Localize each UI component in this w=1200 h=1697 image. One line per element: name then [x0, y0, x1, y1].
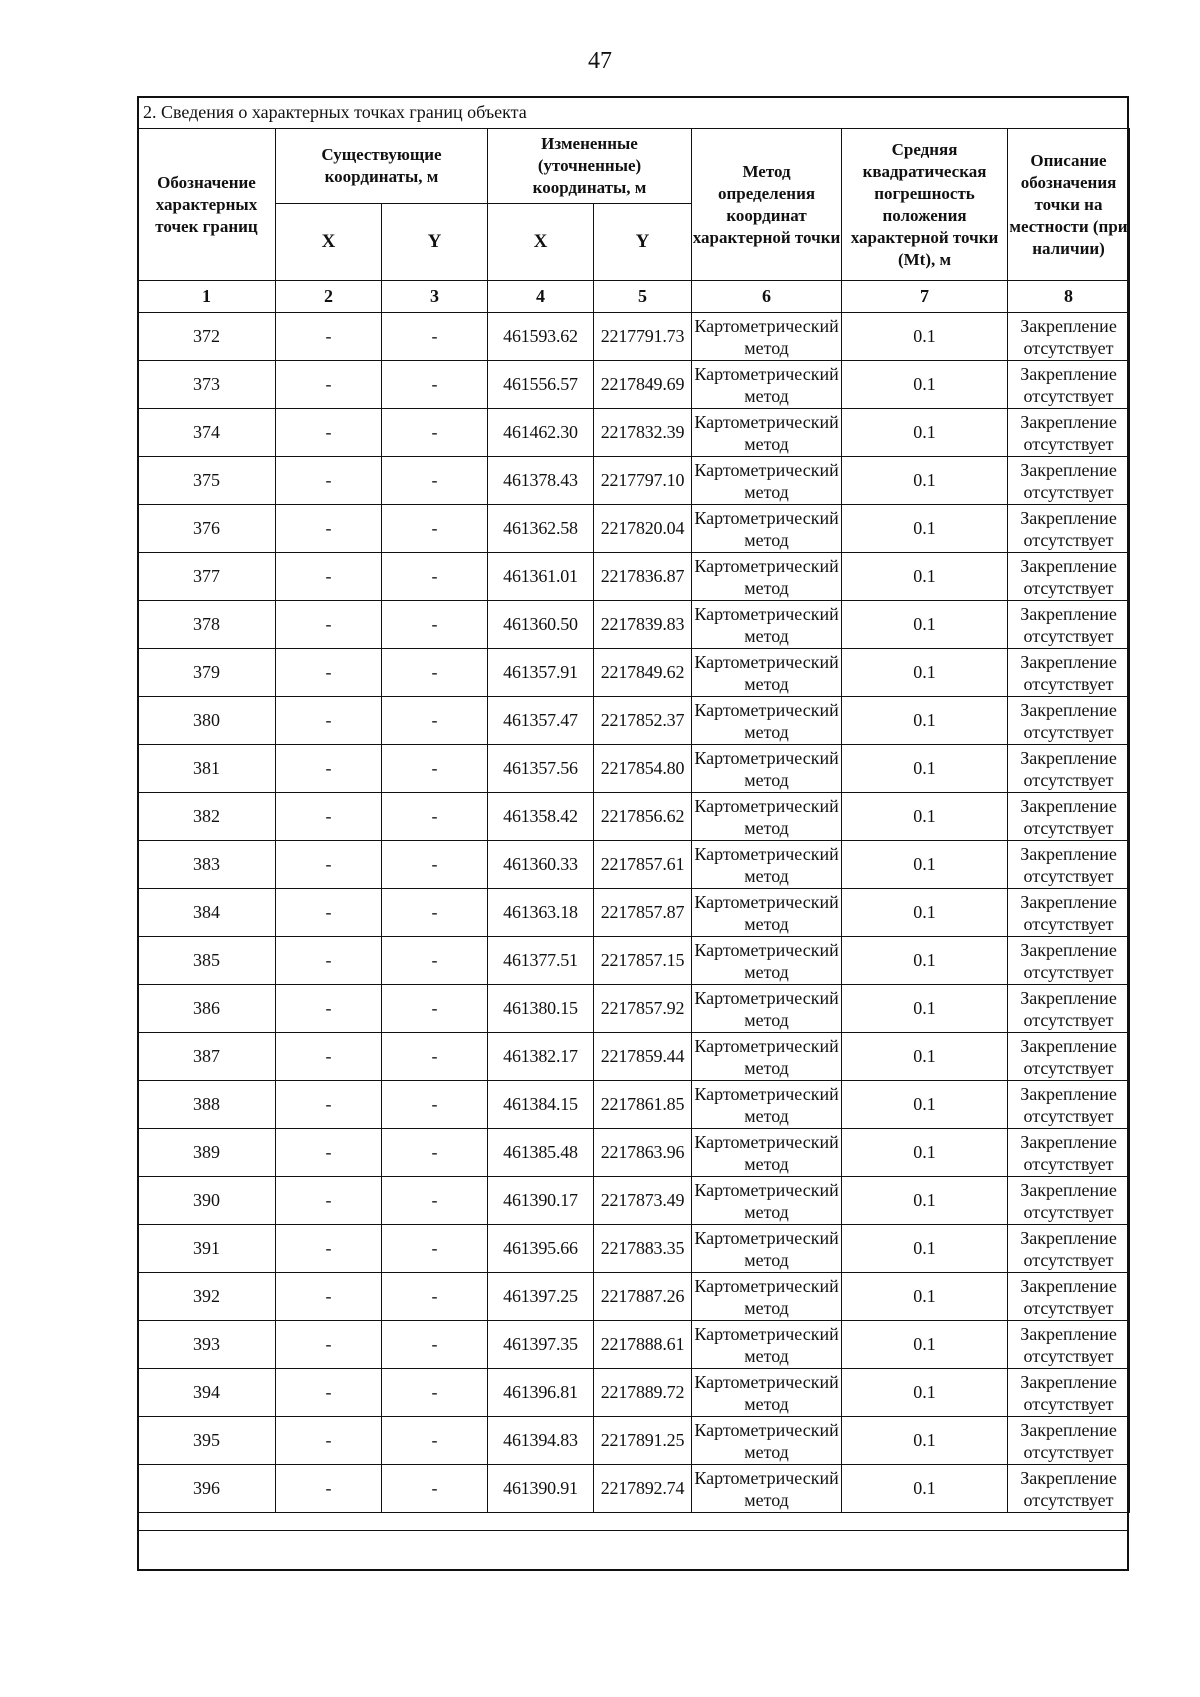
boundary-points-table [137, 128, 1130, 1513]
description-cell: Закрепление отсутствует [1008, 697, 1130, 745]
mean-error-cell: 0.1 [842, 1465, 1008, 1513]
changed-x-cell: 461384.15 [488, 1081, 594, 1129]
changed-y-cell: 2217873.49 [594, 1177, 692, 1225]
point-cell: 393 [138, 1321, 276, 1369]
mean-error-cell: 0.1 [842, 1273, 1008, 1321]
table-row [138, 553, 1130, 601]
method-cell: Картометрический метод [692, 505, 842, 553]
existing-x-cell: - [276, 601, 382, 649]
existing-x-cell: - [276, 1273, 382, 1321]
method-cell: Картометрический метод [692, 1273, 842, 1321]
column-number: 6 [692, 281, 842, 313]
method-cell: Картометрический метод [692, 649, 842, 697]
method-cell: Картометрический метод [692, 1369, 842, 1417]
changed-x-cell: 461380.15 [488, 985, 594, 1033]
point-cell: 395 [138, 1417, 276, 1465]
changed-y-cell: 2217797.10 [594, 457, 692, 505]
table-row [138, 841, 1130, 889]
changed-x-cell: 461357.56 [488, 745, 594, 793]
changed-x-cell: 461378.43 [488, 457, 594, 505]
changed-y-cell: 2217888.61 [594, 1321, 692, 1369]
existing-x-cell: - [276, 361, 382, 409]
existing-y-cell: - [382, 1465, 488, 1513]
changed-x-cell: 461390.91 [488, 1465, 594, 1513]
method-cell: Картометрический метод [692, 553, 842, 601]
changed-y-cell: 2217832.39 [594, 409, 692, 457]
header-changed-y: Y [594, 204, 692, 281]
mean-error-cell: 0.1 [842, 1129, 1008, 1177]
existing-x-cell: - [276, 1465, 382, 1513]
table-row [138, 889, 1130, 937]
table-row [138, 1225, 1130, 1273]
changed-x-cell: 461377.51 [488, 937, 594, 985]
existing-y-cell: - [382, 457, 488, 505]
existing-y-cell: - [382, 601, 488, 649]
point-cell: 376 [138, 505, 276, 553]
header-mean-error: Средняя квадратическая погрешность положения характерной точки (Mt), м [842, 129, 1008, 281]
method-cell: Картометрический метод [692, 361, 842, 409]
point-cell: 390 [138, 1177, 276, 1225]
changed-x-cell: 461593.62 [488, 313, 594, 361]
table-row [138, 793, 1130, 841]
description-cell: Закрепление отсутствует [1008, 313, 1130, 361]
changed-y-cell: 2217887.26 [594, 1273, 692, 1321]
description-cell: Закрепление отсутствует [1008, 1465, 1130, 1513]
table-row [138, 745, 1130, 793]
description-cell: Закрепление отсутствует [1008, 937, 1130, 985]
changed-y-cell: 2217857.92 [594, 985, 692, 1033]
changed-y-cell: 2217854.80 [594, 745, 692, 793]
existing-y-cell: - [382, 1321, 488, 1369]
mean-error-cell: 0.1 [842, 1177, 1008, 1225]
existing-y-cell: - [382, 745, 488, 793]
point-cell: 391 [138, 1225, 276, 1273]
description-cell: Закрепление отсутствует [1008, 1273, 1130, 1321]
table-row [138, 1129, 1130, 1177]
column-number: 8 [1008, 281, 1130, 313]
changed-x-cell: 461556.57 [488, 361, 594, 409]
existing-x-cell: - [276, 409, 382, 457]
method-cell: Картометрический метод [692, 1129, 842, 1177]
existing-x-cell: - [276, 457, 382, 505]
point-cell: 394 [138, 1369, 276, 1417]
description-cell: Закрепление отсутствует [1008, 1177, 1130, 1225]
column-number: 4 [488, 281, 594, 313]
point-cell: 385 [138, 937, 276, 985]
method-cell: Картометрический метод [692, 745, 842, 793]
changed-x-cell: 461357.47 [488, 697, 594, 745]
table-row [138, 1033, 1130, 1081]
existing-x-cell: - [276, 553, 382, 601]
changed-y-cell: 2217857.15 [594, 937, 692, 985]
mean-error-cell: 0.1 [842, 361, 1008, 409]
changed-x-cell: 461385.48 [488, 1129, 594, 1177]
header-method: Метод определения координат характерной точки [692, 129, 842, 281]
method-cell: Картометрический метод [692, 1321, 842, 1369]
description-cell: Закрепление отсутствует [1008, 985, 1130, 1033]
changed-y-cell: 2217820.04 [594, 505, 692, 553]
method-cell: Картометрический метод [692, 1177, 842, 1225]
existing-x-cell: - [276, 937, 382, 985]
bottom-rule [139, 1530, 1127, 1531]
changed-y-cell: 2217883.35 [594, 1225, 692, 1273]
existing-x-cell: - [276, 313, 382, 361]
existing-y-cell: - [382, 841, 488, 889]
method-cell: Картометрический метод [692, 841, 842, 889]
description-cell: Закрепление отсутствует [1008, 1225, 1130, 1273]
mean-error-cell: 0.1 [842, 889, 1008, 937]
existing-x-cell: - [276, 841, 382, 889]
existing-x-cell: - [276, 985, 382, 1033]
column-number: 1 [138, 281, 276, 313]
method-cell: Картометрический метод [692, 889, 842, 937]
existing-x-cell: - [276, 745, 382, 793]
existing-y-cell: - [382, 649, 488, 697]
mean-error-cell: 0.1 [842, 1081, 1008, 1129]
table-row [138, 937, 1130, 985]
description-cell: Закрепление отсутствует [1008, 1129, 1130, 1177]
existing-y-cell: - [382, 793, 488, 841]
mean-error-cell: 0.1 [842, 697, 1008, 745]
changed-y-cell: 2217891.25 [594, 1417, 692, 1465]
table-row [138, 1081, 1130, 1129]
column-number: 5 [594, 281, 692, 313]
mean-error-cell: 0.1 [842, 793, 1008, 841]
table-row [138, 1273, 1130, 1321]
existing-y-cell: - [382, 505, 488, 553]
mean-error-cell: 0.1 [842, 1417, 1008, 1465]
method-cell: Картометрический метод [692, 1417, 842, 1465]
table-row [138, 361, 1130, 409]
existing-y-cell: - [382, 1081, 488, 1129]
table-row [138, 505, 1130, 553]
table-row [138, 1465, 1130, 1513]
method-cell: Картометрический метод [692, 985, 842, 1033]
description-cell: Закрепление отсутствует [1008, 553, 1130, 601]
point-cell: 384 [138, 889, 276, 937]
description-cell: Закрепление отсутствует [1008, 1033, 1130, 1081]
column-number: 3 [382, 281, 488, 313]
method-cell: Картометрический метод [692, 937, 842, 985]
description-cell: Закрепление отсутствует [1008, 889, 1130, 937]
point-cell: 380 [138, 697, 276, 745]
mean-error-cell: 0.1 [842, 409, 1008, 457]
description-cell: Закрепление отсутствует [1008, 1369, 1130, 1417]
table-row [138, 1417, 1130, 1465]
existing-y-cell: - [382, 1273, 488, 1321]
existing-y-cell: - [382, 1033, 488, 1081]
existing-x-cell: - [276, 889, 382, 937]
header-point-designation: Обозначение характерных точек границ [138, 129, 276, 281]
header-changed-coords: Измененные (уточненные) координаты, м [488, 129, 692, 204]
changed-y-cell: 2217863.96 [594, 1129, 692, 1177]
table-row [138, 697, 1130, 745]
changed-y-cell: 2217861.85 [594, 1081, 692, 1129]
table-row [138, 649, 1130, 697]
point-cell: 396 [138, 1465, 276, 1513]
point-cell: 372 [138, 313, 276, 361]
mean-error-cell: 0.1 [842, 1225, 1008, 1273]
description-cell: Закрепление отсутствует [1008, 361, 1130, 409]
changed-y-cell: 2217856.62 [594, 793, 692, 841]
header-changed-x: X [488, 204, 594, 281]
mean-error-cell: 0.1 [842, 745, 1008, 793]
existing-x-cell: - [276, 505, 382, 553]
existing-x-cell: - [276, 697, 382, 745]
description-cell: Закрепление отсутствует [1008, 457, 1130, 505]
description-cell: Закрепление отсутствует [1008, 841, 1130, 889]
existing-y-cell: - [382, 1225, 488, 1273]
method-cell: Картометрический метод [692, 1225, 842, 1273]
method-cell: Картометрический метод [692, 1033, 842, 1081]
point-cell: 387 [138, 1033, 276, 1081]
section-title: 2. Сведения о характерных точках границ объекта [143, 102, 527, 122]
changed-y-cell: 2217857.61 [594, 841, 692, 889]
mean-error-cell: 0.1 [842, 553, 1008, 601]
point-cell: 377 [138, 553, 276, 601]
existing-y-cell: - [382, 889, 488, 937]
point-cell: 375 [138, 457, 276, 505]
table-row [138, 457, 1130, 505]
changed-x-cell: 461462.30 [488, 409, 594, 457]
method-cell: Картометрический метод [692, 409, 842, 457]
changed-y-cell: 2217852.37 [594, 697, 692, 745]
changed-x-cell: 461357.91 [488, 649, 594, 697]
mean-error-cell: 0.1 [842, 505, 1008, 553]
changed-x-cell: 461394.83 [488, 1417, 594, 1465]
table-row [138, 1321, 1130, 1369]
mean-error-cell: 0.1 [842, 841, 1008, 889]
header-existing-coords: Существующие координаты, м [276, 129, 488, 204]
existing-x-cell: - [276, 649, 382, 697]
method-cell: Картометрический метод [692, 1081, 842, 1129]
table-row [138, 1177, 1130, 1225]
changed-y-cell: 2217889.72 [594, 1369, 692, 1417]
changed-x-cell: 461390.17 [488, 1177, 594, 1225]
mean-error-cell: 0.1 [842, 985, 1008, 1033]
point-cell: 383 [138, 841, 276, 889]
existing-x-cell: - [276, 793, 382, 841]
point-cell: 374 [138, 409, 276, 457]
table-row [138, 601, 1130, 649]
changed-y-cell: 2217859.44 [594, 1033, 692, 1081]
existing-y-cell: - [382, 313, 488, 361]
header-description: Описание обозначения точки на местности (при наличии) [1008, 129, 1130, 281]
description-cell: Закрепление отсутствует [1008, 409, 1130, 457]
existing-y-cell: - [382, 553, 488, 601]
existing-x-cell: - [276, 1033, 382, 1081]
point-cell: 386 [138, 985, 276, 1033]
description-cell: Закрепление отсутствует [1008, 1417, 1130, 1465]
mean-error-cell: 0.1 [842, 937, 1008, 985]
mean-error-cell: 0.1 [842, 1033, 1008, 1081]
changed-y-cell: 2217849.69 [594, 361, 692, 409]
existing-x-cell: - [276, 1225, 382, 1273]
changed-x-cell: 461397.25 [488, 1273, 594, 1321]
changed-y-cell: 2217892.74 [594, 1465, 692, 1513]
mean-error-cell: 0.1 [842, 649, 1008, 697]
table-row [138, 1369, 1130, 1417]
method-cell: Картометрический метод [692, 313, 842, 361]
point-cell: 378 [138, 601, 276, 649]
description-cell: Закрепление отсутствует [1008, 793, 1130, 841]
table-row [138, 985, 1130, 1033]
description-cell: Закрепление отсутствует [1008, 1321, 1130, 1369]
changed-x-cell: 461397.35 [488, 1321, 594, 1369]
column-number-row [138, 281, 1130, 313]
existing-y-cell: - [382, 361, 488, 409]
existing-y-cell: - [382, 409, 488, 457]
description-cell: Закрепление отсутствует [1008, 649, 1130, 697]
table-row [138, 409, 1130, 457]
description-cell: Закрепление отсутствует [1008, 505, 1130, 553]
mean-error-cell: 0.1 [842, 1369, 1008, 1417]
changed-x-cell: 461361.01 [488, 553, 594, 601]
existing-y-cell: - [382, 1417, 488, 1465]
mean-error-cell: 0.1 [842, 313, 1008, 361]
existing-x-cell: - [276, 1081, 382, 1129]
existing-x-cell: - [276, 1321, 382, 1369]
changed-x-cell: 461363.18 [488, 889, 594, 937]
changed-x-cell: 461395.66 [488, 1225, 594, 1273]
existing-x-cell: - [276, 1129, 382, 1177]
description-cell: Закрепление отсутствует [1008, 601, 1130, 649]
changed-y-cell: 2217857.87 [594, 889, 692, 937]
document-frame [137, 96, 1129, 1571]
existing-y-cell: - [382, 937, 488, 985]
method-cell: Картометрический метод [692, 601, 842, 649]
changed-x-cell: 461360.33 [488, 841, 594, 889]
changed-x-cell: 461360.50 [488, 601, 594, 649]
existing-x-cell: - [276, 1177, 382, 1225]
changed-x-cell: 461358.42 [488, 793, 594, 841]
changed-x-cell: 461382.17 [488, 1033, 594, 1081]
description-cell: Закрепление отсутствует [1008, 1081, 1130, 1129]
changed-y-cell: 2217836.87 [594, 553, 692, 601]
mean-error-cell: 0.1 [842, 601, 1008, 649]
changed-x-cell: 461396.81 [488, 1369, 594, 1417]
header-existing-y: Y [382, 204, 488, 281]
existing-y-cell: - [382, 1129, 488, 1177]
existing-y-cell: - [382, 1369, 488, 1417]
point-cell: 392 [138, 1273, 276, 1321]
existing-x-cell: - [276, 1417, 382, 1465]
method-cell: Картометрический метод [692, 697, 842, 745]
page-number: 47 [588, 48, 612, 74]
column-number: 2 [276, 281, 382, 313]
point-cell: 382 [138, 793, 276, 841]
table-row [138, 313, 1130, 361]
point-cell: 373 [138, 361, 276, 409]
existing-y-cell: - [382, 985, 488, 1033]
method-cell: Картометрический метод [692, 457, 842, 505]
column-number: 7 [842, 281, 1008, 313]
changed-y-cell: 2217839.83 [594, 601, 692, 649]
point-cell: 389 [138, 1129, 276, 1177]
changed-x-cell: 461362.58 [488, 505, 594, 553]
existing-x-cell: - [276, 1369, 382, 1417]
point-cell: 381 [138, 745, 276, 793]
changed-y-cell: 2217791.73 [594, 313, 692, 361]
description-cell: Закрепление отсутствует [1008, 745, 1130, 793]
changed-y-cell: 2217849.62 [594, 649, 692, 697]
header-existing-x: X [276, 204, 382, 281]
mean-error-cell: 0.1 [842, 457, 1008, 505]
method-cell: Картометрический метод [692, 1465, 842, 1513]
existing-y-cell: - [382, 697, 488, 745]
mean-error-cell: 0.1 [842, 1321, 1008, 1369]
point-cell: 388 [138, 1081, 276, 1129]
method-cell: Картометрический метод [692, 793, 842, 841]
existing-y-cell: - [382, 1177, 488, 1225]
point-cell: 379 [138, 649, 276, 697]
